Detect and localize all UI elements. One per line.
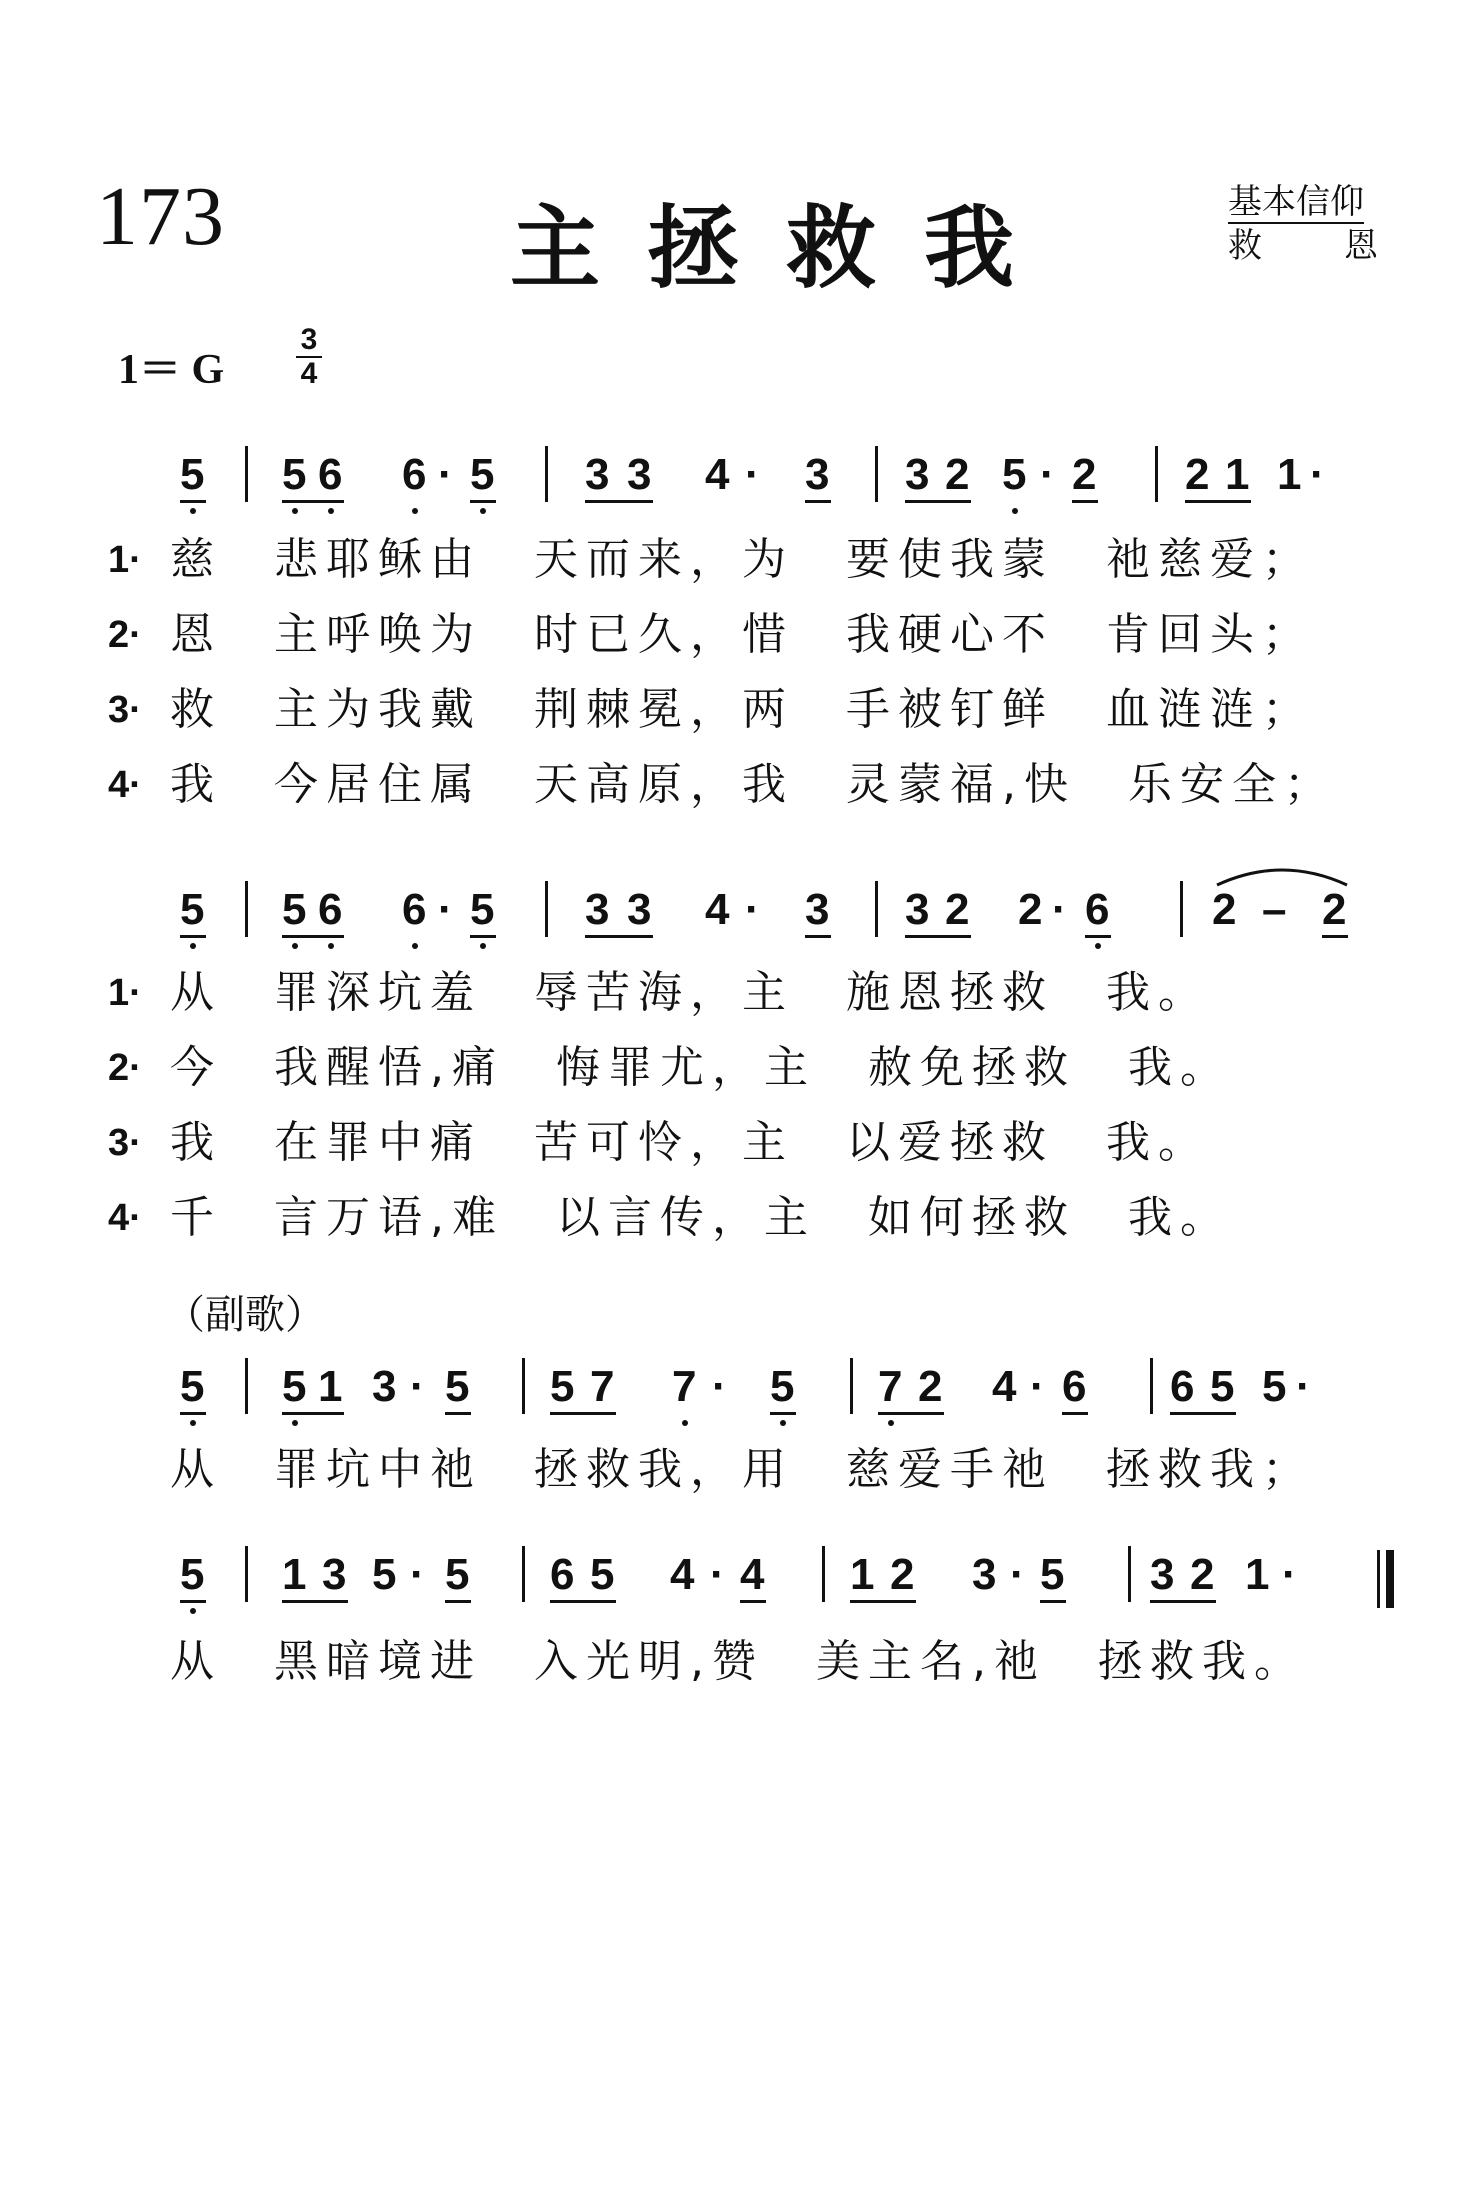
beam-underline: [180, 1600, 206, 1603]
note: 5: [470, 450, 495, 499]
note: 6: [402, 885, 427, 934]
note: 3: [805, 885, 830, 934]
octave-dot: [292, 508, 298, 514]
octave-dot: [412, 508, 418, 514]
beam-underline: [282, 1600, 348, 1603]
beam-underline: [180, 935, 206, 938]
verse-number: 2·: [108, 614, 142, 656]
note: 4: [992, 1362, 1017, 1411]
octave-dot: [780, 1420, 786, 1426]
barline: [245, 446, 248, 502]
lyric-line: 从 罪深坑羞 辱苦海，主 施恩拯救 我。: [170, 967, 1210, 1018]
note: 2: [945, 450, 970, 499]
note: 3: [905, 885, 930, 934]
tie-mark: [1212, 860, 1352, 890]
beam-underline: [1062, 1412, 1088, 1415]
octave-dot: [190, 1420, 196, 1426]
beam-underline: [550, 1412, 616, 1415]
octave-dot: [682, 1420, 688, 1426]
note: 5: [590, 1550, 615, 1599]
duration-dot: ·: [1296, 1362, 1311, 1411]
duration-dot: ·: [1010, 1550, 1025, 1599]
barline: [545, 881, 548, 937]
note: 2: [890, 1550, 915, 1599]
duration-dot: ·: [1282, 1550, 1297, 1599]
barline: [822, 1546, 825, 1602]
beam-underline: [878, 1412, 944, 1415]
beam-underline: [470, 500, 496, 503]
note: 5: [180, 450, 205, 499]
duration-dot: ·: [1040, 450, 1055, 499]
beam-underline: [445, 1412, 471, 1415]
note: 2: [918, 1362, 943, 1411]
note: 1: [1277, 450, 1302, 499]
note: 5: [180, 885, 205, 934]
barline: [875, 881, 878, 937]
note: 5: [1040, 1550, 1065, 1599]
note: 6: [402, 450, 427, 499]
lyric-line: 我 在罪中痛 苦可怜，主 以爱拯救 我。: [170, 1117, 1210, 1168]
note: 5: [445, 1362, 470, 1411]
note: 6: [1085, 885, 1110, 934]
beam-underline: [1085, 935, 1111, 938]
lyric-line: 千 言万语,难 以言传，主 如何拯救 我。: [170, 1192, 1232, 1243]
note: 5: [282, 450, 307, 499]
note: 4: [705, 450, 730, 499]
verse-number: 4·: [108, 764, 142, 806]
note: 5: [180, 1550, 205, 1599]
beam-underline: [770, 1412, 796, 1415]
octave-dot: [1012, 508, 1018, 514]
verse-number: 4·: [108, 1197, 142, 1239]
lyric-line: 我 今居住属 天高原，我 灵蒙福,快 乐安全；: [170, 759, 1336, 810]
octave-dot: [412, 943, 418, 949]
note: 3: [627, 885, 652, 934]
octave-dot: [480, 943, 486, 949]
note: 5: [470, 885, 495, 934]
verse-number: 3·: [108, 1122, 142, 1164]
note: 6: [1062, 1362, 1087, 1411]
duration-dot: ·: [745, 450, 760, 499]
barline: [245, 1546, 248, 1602]
hymn-number: 173: [96, 170, 225, 263]
chorus-label: （副歌）: [165, 1292, 325, 1338]
note: 3: [585, 450, 610, 499]
beam-underline: [850, 1600, 916, 1603]
octave-dot: [292, 1420, 298, 1426]
beam-underline: [585, 500, 653, 503]
lyric-line: 救 主为我戴 荆棘冕，两 手被钉鲜 血涟涟；: [170, 684, 1314, 735]
octave-dot: [292, 943, 298, 949]
barline: [545, 446, 548, 502]
note: 2: [1322, 885, 1347, 934]
lyric-line: 今 我醒悟,痛 悔罪尤，主 赦免拯救 我。: [170, 1042, 1232, 1093]
note: 5: [445, 1550, 470, 1599]
note: 6: [318, 885, 343, 934]
note: 6: [1170, 1362, 1195, 1411]
time-signature-top: 3: [296, 324, 322, 358]
duration-dot: ·: [1052, 885, 1067, 934]
beam-underline: [1322, 935, 1348, 938]
verse-number: 2·: [108, 1047, 142, 1089]
note: 2: [1190, 1550, 1215, 1599]
note: 1: [1245, 1550, 1270, 1599]
note: 2: [1185, 450, 1210, 499]
note: 5: [1262, 1362, 1287, 1411]
time-signature-bottom: 4: [300, 357, 318, 390]
note: 2: [1212, 885, 1237, 934]
note: 1: [1225, 450, 1250, 499]
octave-dot: [190, 943, 196, 949]
barline: [875, 446, 878, 502]
final-barline-thin: [1377, 1550, 1380, 1608]
note: 2: [1072, 450, 1097, 499]
note: 3: [627, 450, 652, 499]
note: 6: [318, 450, 343, 499]
octave-dot: [480, 508, 486, 514]
barline: [522, 1358, 525, 1414]
barline: [1150, 1358, 1153, 1414]
note: 4: [705, 885, 730, 934]
octave-dot: [190, 508, 196, 514]
category-sub-b: 恩: [1344, 226, 1378, 266]
octave-dot: [190, 1608, 196, 1614]
lyric-line: 慈 悲耶稣由 天而来，为 要使我蒙 祂慈爱；: [170, 534, 1314, 585]
beam-underline: [282, 935, 344, 938]
category-sub-a: 救: [1228, 226, 1262, 266]
lyric-line: 从 罪坑中祂 拯救我，用 慈爱手祂 拯救我；: [170, 1444, 1314, 1495]
note: 3: [972, 1550, 997, 1599]
lyric-line: 恩 主呼唤为 时已久，惜 我硬心不 肯回头；: [170, 609, 1314, 660]
note: 5: [550, 1362, 575, 1411]
note: 7: [878, 1362, 903, 1411]
note: 7: [672, 1362, 697, 1411]
note: 1: [282, 1550, 307, 1599]
octave-dot: [1095, 943, 1101, 949]
note: 5: [180, 1362, 205, 1411]
beam-underline: [282, 1412, 344, 1415]
beam-underline: [1040, 1600, 1066, 1603]
barline: [1180, 881, 1183, 937]
category-main: 基本信仰: [1228, 182, 1364, 222]
duration-dot: ·: [710, 1550, 725, 1599]
note: 2: [1018, 885, 1043, 934]
note: 3: [1150, 1550, 1175, 1599]
octave-dot: [328, 943, 334, 949]
beam-underline: [180, 500, 206, 503]
beam-underline: [1150, 1600, 1216, 1603]
note: 1: [850, 1550, 875, 1599]
note: 3: [322, 1550, 347, 1599]
note: 3: [372, 1362, 397, 1411]
barline: [1128, 1546, 1131, 1602]
duration-dot: ·: [1030, 1362, 1045, 1411]
beam-underline: [180, 1412, 206, 1415]
beam-underline: [905, 935, 971, 938]
octave-dot: [888, 1420, 894, 1426]
lyric-line: 从 黑暗境进 入光明,赞 美主名,祂 拯救我。: [170, 1636, 1306, 1687]
hymn-title: 主拯救我: [510, 195, 1062, 301]
barline: [522, 1546, 525, 1602]
beam-underline: [445, 1600, 471, 1603]
duration-dot: ·: [410, 1550, 425, 1599]
note: 2: [945, 885, 970, 934]
beam-underline: [550, 1600, 616, 1603]
key-signature: 1＝ G: [118, 347, 225, 393]
barline: [1155, 446, 1158, 502]
beam-underline: [282, 500, 344, 503]
beam-underline: [905, 500, 971, 503]
beam-underline: [1170, 1412, 1236, 1415]
note: 1: [318, 1362, 343, 1411]
duration-dot: ·: [1310, 450, 1325, 499]
barline: [850, 1358, 853, 1414]
duration-dot: ·: [438, 450, 453, 499]
barline: [245, 1358, 248, 1414]
duration-dot: ·: [410, 1362, 425, 1411]
note: 6: [550, 1550, 575, 1599]
duration-dot: ·: [438, 885, 453, 934]
note: 3: [805, 450, 830, 499]
note: 4: [670, 1550, 695, 1599]
duration-dot: ·: [745, 885, 760, 934]
note: 5: [1210, 1362, 1235, 1411]
beam-underline: [585, 935, 653, 938]
beam-underline: [805, 935, 831, 938]
note: 3: [905, 450, 930, 499]
verse-number: 1·: [108, 972, 142, 1014]
note: 5: [282, 885, 307, 934]
final-barline-thick: [1386, 1550, 1394, 1608]
note: 7: [590, 1362, 615, 1411]
octave-dot: [328, 508, 334, 514]
note: 5: [1002, 450, 1027, 499]
duration-dot: ·: [712, 1362, 727, 1411]
note: 5: [282, 1362, 307, 1411]
verse-number: 3·: [108, 689, 142, 731]
note: 5: [770, 1362, 795, 1411]
note: –: [1262, 885, 1287, 934]
beam-underline: [470, 935, 496, 938]
beam-underline: [740, 1600, 766, 1603]
time-signature: [296, 324, 322, 390]
beam-underline: [1072, 500, 1098, 503]
barline: [245, 881, 248, 937]
note: 5: [372, 1550, 397, 1599]
beam-underline: [805, 500, 831, 503]
verse-number: 1·: [108, 539, 142, 581]
note: 3: [585, 885, 610, 934]
note: 4: [740, 1550, 765, 1599]
beam-underline: [1185, 500, 1251, 503]
